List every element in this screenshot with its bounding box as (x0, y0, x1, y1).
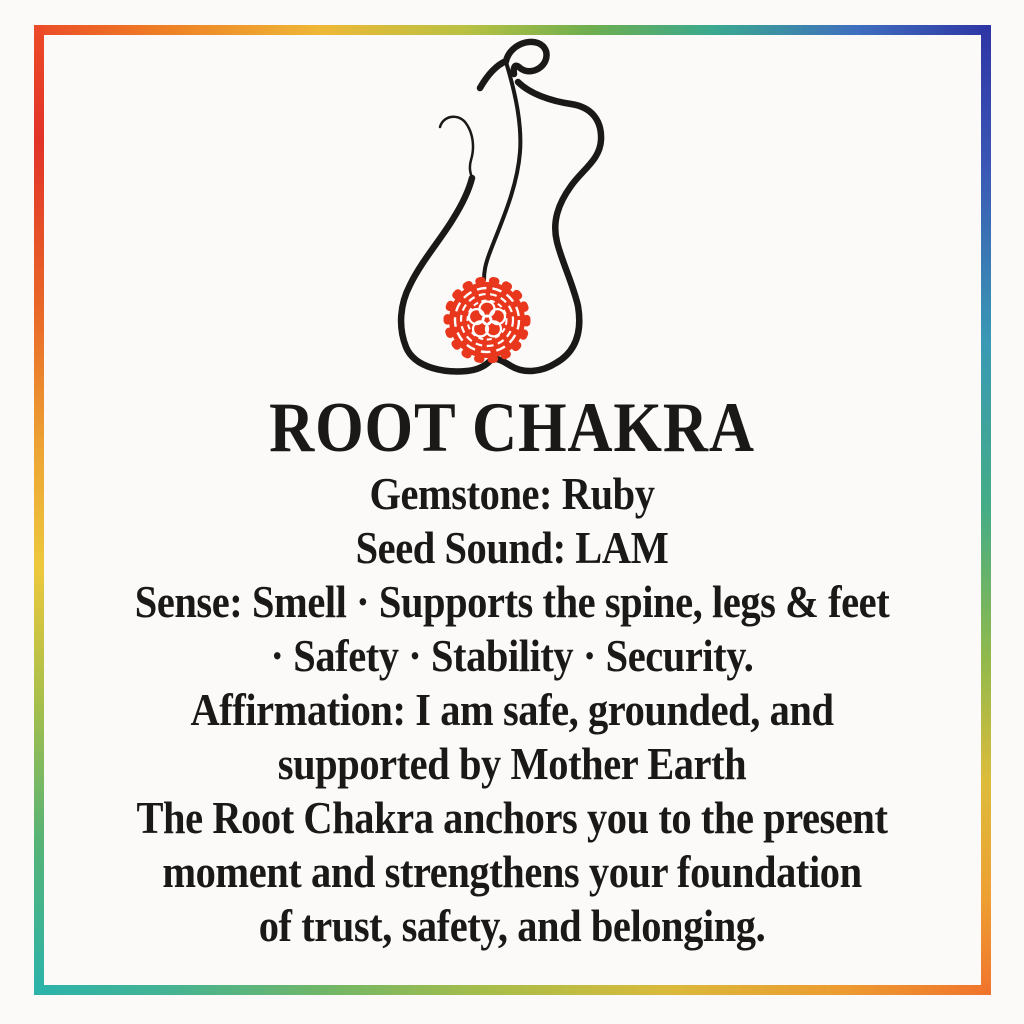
line-description-1: The Root Chakra anchors you to the present (136, 792, 888, 843)
frame-edge-right (981, 25, 991, 995)
line-description-3: of trust, safety, and belonging. (258, 900, 766, 951)
line-gemstone: Gemstone: Ruby (369, 468, 655, 519)
line-sense-1: Sense: Smell · Supports the spine, legs & feet (134, 576, 890, 627)
poster-text (61, 389, 962, 953)
frame-edge-bottom (34, 985, 991, 995)
line-seed-sound: Seed Sound: LAM (355, 522, 669, 573)
line-affirmation-2: supported by Mother Earth (277, 738, 747, 789)
frame-edge-left (34, 25, 44, 995)
page-title: ROOT CHAKRA (269, 389, 755, 467)
line-affirmation-1: Affirmation: I am safe, grounded, and (190, 684, 834, 735)
line-description-2: moment and strengthens your foundation (162, 846, 862, 897)
frame-edge-top (34, 25, 991, 35)
line-sense-2: · Safety · Stability · Security. (270, 630, 754, 681)
